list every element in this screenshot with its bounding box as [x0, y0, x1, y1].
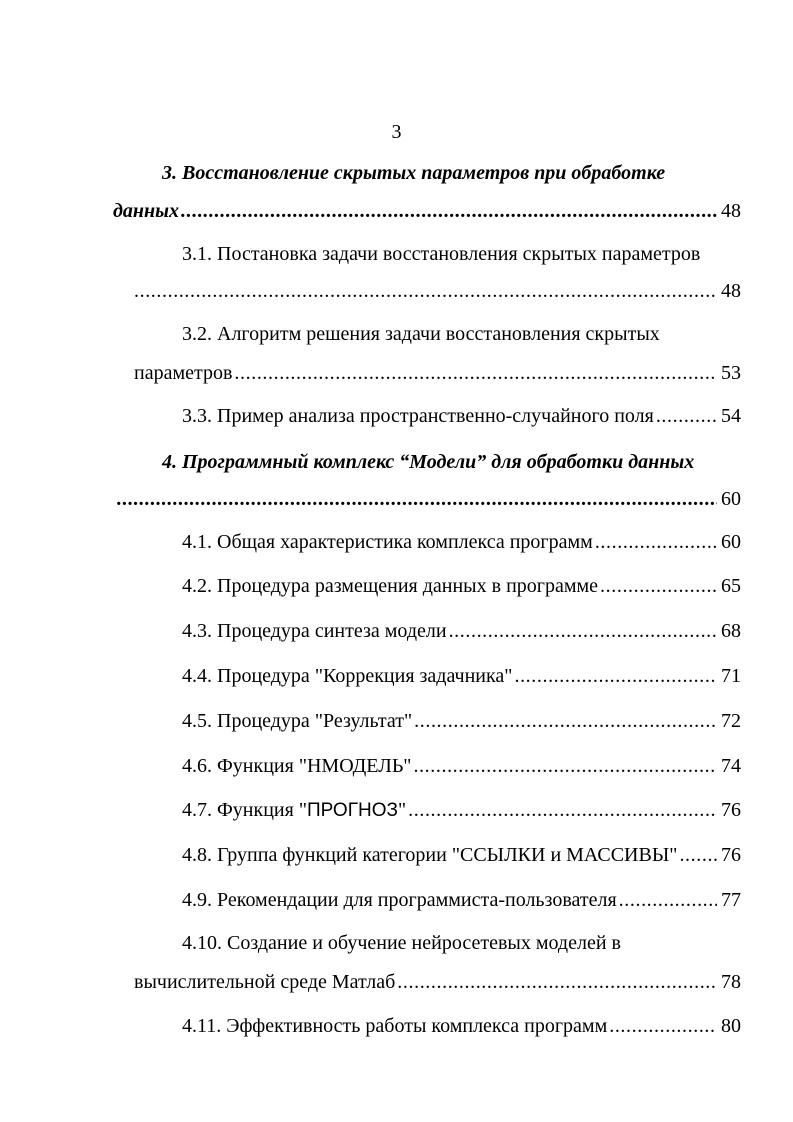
- dot-leader: [413, 754, 717, 778]
- toc-section-4-9-entry[interactable]: [182, 888, 741, 912]
- toc-section-4-10-title[interactable]: 4.10. Создание и обучение нейросетевых моделей в: [182, 932, 621, 954]
- toc-section-3-2-entry[interactable]: [134, 361, 741, 385]
- toc-page-number: 54: [721, 405, 741, 427]
- toc-section-4-10-title-cont: вычислительной среде Матлаб: [134, 971, 396, 993]
- toc-section-3-3-title: 3.3. Пример анализа пространственно-случайного поля: [182, 405, 654, 427]
- toc-page-number: 76: [721, 799, 741, 821]
- toc-section-4-10-entry[interactable]: [134, 970, 741, 994]
- toc-chapter-3-entry[interactable]: [113, 199, 741, 223]
- toc-chapter-3-title-cont: данных: [113, 200, 180, 222]
- toc-page-number: 60: [721, 531, 741, 553]
- toc-section-4-2-entry[interactable]: [182, 574, 741, 598]
- dot-leader: [408, 798, 717, 822]
- toc-section-4-2-title: 4.2. Процедура размещения данных в программе: [182, 575, 599, 597]
- toc-page-number: 80: [721, 1015, 741, 1037]
- dot-leader: [595, 530, 717, 554]
- toc-page-number: 77: [721, 889, 741, 911]
- toc-section-4-3-title: 4.3. Процедура синтеза модели: [182, 620, 447, 642]
- toc-chapter-4-entry[interactable]: [117, 487, 741, 511]
- title-suffix: ": [397, 799, 407, 821]
- toc-section-3-2-title-cont: параметров: [134, 362, 233, 384]
- dot-leader: [609, 1014, 717, 1038]
- toc-page-number: 78: [721, 971, 741, 993]
- toc-section-4-6-entry[interactable]: [182, 754, 741, 778]
- toc-page-number: 68: [721, 620, 741, 642]
- toc-section-4-4-entry[interactable]: [182, 664, 741, 688]
- dot-leader: [414, 709, 717, 733]
- toc-section-4-3-entry[interactable]: [182, 619, 741, 643]
- toc-page-number: 60: [721, 488, 741, 510]
- toc-section-4-5-entry[interactable]: [182, 709, 741, 733]
- dot-leader: [134, 279, 717, 303]
- dot-leader: [117, 487, 717, 511]
- dot-leader: [619, 888, 717, 912]
- dot-leader: [514, 664, 717, 688]
- toc-section-4-9-title: 4.9. Рекомендации для программиста-пользователя: [182, 889, 617, 911]
- toc-page-number: 71: [721, 665, 741, 687]
- dot-leader: [449, 619, 717, 643]
- toc-page-number: 48: [721, 200, 741, 222]
- dot-leader: [181, 199, 717, 223]
- toc-page-number: 76: [721, 844, 741, 866]
- toc-section-4-8-entry[interactable]: [182, 843, 741, 867]
- dot-leader: [234, 361, 717, 385]
- toc-section-4-4-title: 4.4. Процедура "Коррекция задачника": [182, 665, 513, 687]
- title-word-prognoz: ПРОГНОЗ: [307, 800, 398, 821]
- toc-section-4-11-title: 4.11. Эффективность работы комплекса программ: [182, 1015, 608, 1037]
- toc-chapter-3-title[interactable]: 3. Восстановление скрытых параметров при обработке: [162, 162, 666, 184]
- toc-section-4-8-title: 4.8. Группа функций категории "ССЫЛКИ и МАССИВЫ": [182, 844, 678, 866]
- dot-leader: [600, 574, 717, 598]
- page-number: 3: [391, 121, 402, 143]
- toc-section-4-1-entry[interactable]: [182, 530, 741, 554]
- toc-section-4-7-entry[interactable]: [182, 798, 741, 823]
- toc-chapter-4-title[interactable]: 4. Программный комплекс “Модели” для обработки данных: [162, 451, 695, 473]
- toc-section-3-3-entry[interactable]: [182, 404, 741, 428]
- toc-page-number: 72: [721, 710, 741, 732]
- dot-leader: [397, 970, 717, 994]
- toc-page-number: 74: [721, 755, 741, 777]
- toc-section-4-6-title: 4.6. Функция "НМОДЕЛЬ": [182, 755, 412, 777]
- toc-section-3-1-title[interactable]: 3.1. Постановка задачи восстановления скрытых параметров: [182, 243, 701, 265]
- toc-page-number: 53: [721, 362, 741, 384]
- toc-section-4-11-entry[interactable]: [182, 1014, 741, 1038]
- toc-section-4-1-title: 4.1. Общая характеристика комплекса программ: [182, 531, 593, 553]
- dot-leader: [656, 404, 717, 428]
- title-prefix: 4.7. Функция ": [182, 799, 307, 821]
- toc-section-4-7-title: [182, 798, 408, 823]
- toc-page-number: 65: [721, 575, 741, 597]
- toc-section-3-2-title[interactable]: 3.2. Алгоритм решения задачи восстановления скрытых: [182, 323, 660, 345]
- toc-section-3-1-entry[interactable]: [134, 279, 741, 303]
- toc-section-4-5-title: 4.5. Процедура "Результат": [182, 710, 413, 732]
- toc-page-number: 48: [721, 280, 741, 302]
- dot-leader: [679, 843, 717, 867]
